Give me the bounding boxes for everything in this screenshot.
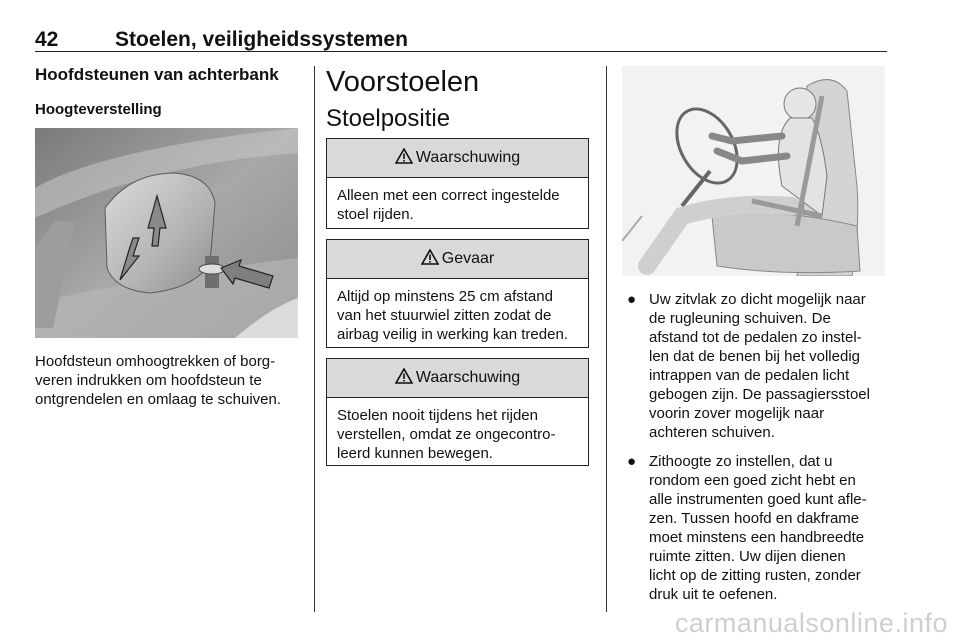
- warning-box-2-header: [327, 359, 588, 398]
- header-rule: [35, 51, 887, 52]
- section-heading: Hoofdsteunen van achterbank: [35, 65, 279, 84]
- warning-box: [326, 138, 589, 229]
- bullet-line: zen. Tussen hoofd en dakframe: [649, 510, 860, 527]
- warning-box-header: [327, 139, 588, 178]
- bullet-line: Uw zitvlak zo dicht mogelijk naar: [649, 291, 866, 308]
- box-line: airbag veilig in werking kan treden.: [337, 326, 568, 343]
- box-line: leerd kunnen bewegen.: [337, 445, 493, 462]
- bullet-line: alle instrumenten goed kunt afle-: [649, 491, 867, 508]
- bullet-line: licht op de zitting rusten, zonder: [649, 567, 861, 584]
- sub-heading-seat-position: Stoelpositie: [326, 105, 451, 132]
- headrest-caption: [35, 352, 305, 409]
- danger-box-body: [327, 279, 588, 344]
- bullet-line: afstand tot de pedalen zo instel-: [649, 329, 862, 346]
- bullet-line: moet minstens een handbreedte: [649, 529, 865, 546]
- caption-line: veren indrukken om hoofdsteun te: [35, 372, 262, 389]
- bullet-line: ruimte zitten. Uw dijen dienen: [649, 548, 846, 565]
- bullet-line: Zithoogte zo instellen, dat u: [649, 453, 833, 470]
- warning-box-2: [326, 358, 589, 466]
- box-line: stoel rijden.: [337, 206, 414, 223]
- caption-line: Hoofdsteun omhoogtrekken of borg-: [35, 353, 276, 370]
- page-header: [35, 28, 885, 52]
- danger-box-header: [327, 240, 588, 279]
- bullet-icon: ●: [627, 453, 637, 470]
- driver-seat-illustration: [622, 66, 885, 276]
- bullet-line: druk uit te oefenen.: [649, 586, 778, 603]
- list-item: [624, 452, 890, 604]
- bullet-line: intrappen van de pedalen licht: [649, 367, 850, 384]
- seat-position-figure: [622, 66, 885, 276]
- bullet-line: achteren schuiven.: [649, 424, 775, 441]
- danger-box-title: Gevaar: [441, 250, 495, 267]
- warning-box-2-title: Waarschuwing: [415, 369, 521, 386]
- section-heading-front-seats: Voorstoelen: [326, 66, 480, 98]
- watermark: carmanualsonline.info: [674, 608, 948, 638]
- warning-triangle-icon: [421, 249, 439, 270]
- box-line: Stoelen nooit tijdens het rijden: [337, 407, 538, 424]
- bullet-line: len dat de benen bij het volledig: [649, 348, 860, 365]
- list-item: [624, 290, 890, 442]
- box-line: van het stuurwiel zitten zodat de: [337, 307, 552, 324]
- bullet-line: de rugleuning schuiven. De: [649, 310, 831, 327]
- column-divider-1: [314, 66, 315, 612]
- bullet-line: rondom een goed zicht hebt en: [649, 472, 856, 489]
- danger-box: [326, 239, 589, 348]
- headrest-figure: [35, 128, 298, 338]
- box-line: Altijd op minstens 25 cm afstand: [337, 288, 553, 305]
- box-line: verstellen, omdat ze ongecontro-: [337, 426, 556, 443]
- caption-line: ontgrendelen en omlaag te schuiven.: [35, 391, 282, 408]
- bullet-icon: ●: [627, 291, 637, 308]
- warning-triangle-icon: [395, 148, 413, 169]
- page-title: Stoelen, veiligheidssystemen: [115, 28, 408, 51]
- warning-box-title: Waarschuwing: [415, 149, 521, 166]
- warning-triangle-icon: [395, 368, 413, 389]
- warning-box-body: [327, 178, 588, 224]
- bullet-line: gebogen zijn. De passagiersstoel: [649, 386, 870, 403]
- sub-heading: Hoogteverstelling: [35, 101, 162, 118]
- headrest-illustration: [35, 128, 298, 338]
- column-divider-2: [606, 66, 607, 612]
- seat-position-instructions: [624, 290, 890, 614]
- bullet-line: voorin zover mogelijk naar: [649, 405, 825, 422]
- page-number: 42: [35, 28, 59, 51]
- warning-box-2-body: [327, 398, 588, 463]
- box-line: Alleen met een correct ingestelde: [337, 187, 560, 204]
